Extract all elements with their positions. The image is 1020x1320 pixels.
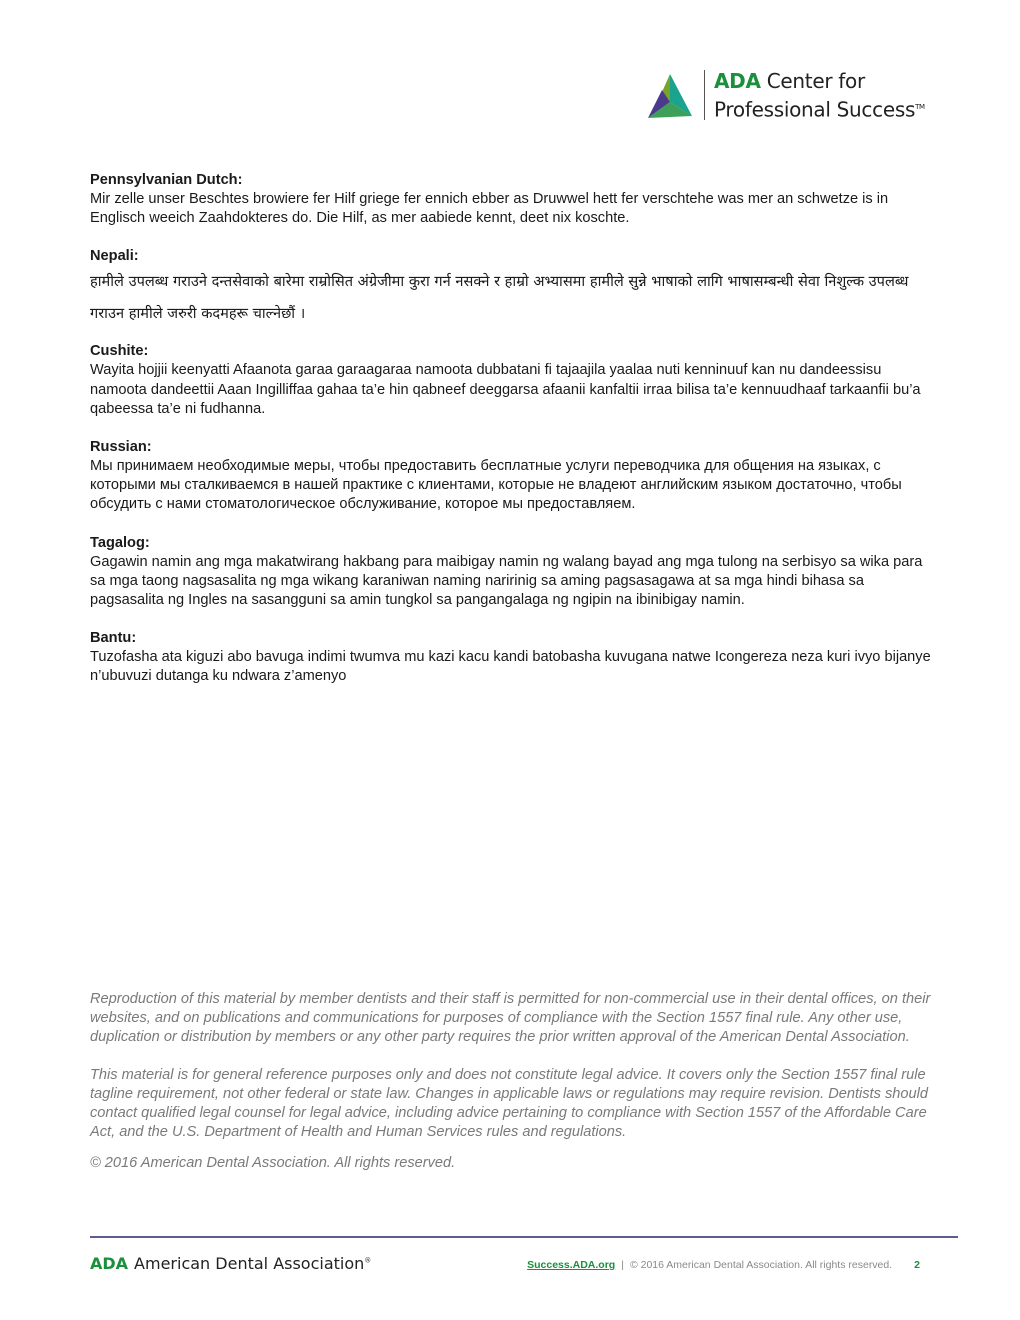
logo-trademark: TM [915,103,925,111]
section-heading: Pennsylvanian Dutch: [90,172,243,188]
ada-triangle-logo-icon [648,72,694,120]
logo-divider [704,70,705,120]
section-tagalog [90,534,940,611]
footer-registered-mark: ® [364,1256,372,1265]
disclaimer-reproduction: Reproduction of this material by member dentists and their staff is permitted for non-commercial use in their dental offices, on their websites, and on publications and communications for purposes of compliance with the Section 1557 final rule. Any other use, duplication or distribution by members or any other party requires the prior written approval of the American Dental Association. [90,991,931,1046]
logo-line1-text: Center for [766,69,865,93]
section-body: Tuzofasha ata kiguzi abo bavuga indimi twumva mu kazi kacu kandi batobasha kuvugana natwe Icongereza neza kuri ivyo bijanye n’ubuvuzi dutanga ku ndwara z’amenyo [90,649,931,685]
disclaimer-copyright: © 2016 American Dental Association. All rights reserved. [90,1155,456,1172]
logo-ada: ADA [714,69,761,93]
section-pennsylvanian-dutch [90,171,940,228]
section-body: हामीले उपलब्ध गराउने दन्तसेवाको बारेमा राम्रोसित अंग्रेजीमा कुरा गर्न नसक्ने र हाम्रो अभ्यासमा हामीले सुन्ने भाषाको लागि भाषासम्बन्धी सेवा निशुल्क उपलब्ध गराउन हामीले जरुरी कदमहरू चाल्नेछौं । [90,273,909,323]
footer-brand [90,1254,371,1273]
footer-divider [90,1236,958,1238]
section-nepali [90,247,940,330]
section-body: Gagawin namin ang mga makatwirang hakbang para maibigay namin ng walang bayad ang mga tulong na serbisyo sa wika para sa mga taong nagsasalita ng mga wikang karaniwan naming naririnig sa aming pagsasagawa at sa mga hindi bihasa sa pagsasalita ng Ingles na sasangguni sa amin tungkol sa pangangalaga ng ngipin na ibinibigay namin. [90,553,923,609]
footer-copyright: © 2016 American Dental Association. All rights reserved. [629,1259,893,1271]
disclaimer [90,990,940,1192]
footer-site-link[interactable]: Success.ADA.org [527,1259,616,1271]
section-heading: Tagalog: [90,534,150,551]
footer-brand-name: American Dental Association [134,1254,365,1273]
logo-line2-text: Professional Success [714,97,916,122]
footer-ada-logo: ADA [90,1254,129,1273]
section-bantu [90,629,940,686]
header-logo [648,68,948,124]
section-heading: Nepali: [90,248,139,265]
section-body: Wayita hojjii keenyatti Afaanota garaa garaagaraa namoota dubbatani fi tajaajila yaalaa nuti kenninuuf kan nu dandeessisu namoota dandeettii Aaan Ingilliffaa gahaa ta’e hin qabneef deeggarsa afaanii kanfaltii irraa bilisa ta’e kennuudhaaf tarkaanfii bu’a qabeessa ta’e ni fudhanna. [90,362,921,417]
tagline-sections [90,171,940,706]
section-body: Mir zelle unser Beschtes browiere fer Hilf griege fer ennich ebber as Druwwel hett fer verschtehe was mer an schwetze is in Englisch weeich Zaahdokteres do. Die Hilf, as mer aabiede kennt, deet nix koschte. [90,191,889,227]
disclaimer-legal: This material is for general reference purposes only and does not constitute legal advice. It covers only the Section 1557 final rule tagline requirement, not other federal or state law. Changes in applicable laws or regulations may require revision. Dentists should contact qualified legal counsel for legal advice, including advice pertaining to compliance with Section 1557 of the Affordable Care Act, and the U.S. Department of Health and Human Services rules and regulations. [90,1066,928,1141]
section-heading: Russian: [90,439,152,456]
section-cushite [90,342,940,419]
section-heading: Cushite: [90,343,149,360]
section-body: Мы принимаем необходимые меры, чтобы предоставить бесплатные услуги переводчика для общения на языках, с которыми мы сталкиваемся в нашей практике с клиентами, которые не владеют английским языком достаточно, чтобы обсудить с нами стоматологическое обслуживание, которое мы предоставляем. [90,458,902,513]
logo-wordmark [714,68,925,123]
section-russian [90,438,940,515]
footer-info [527,1259,920,1271]
section-heading: Bantu: [90,630,137,647]
footer-separator: | [621,1259,624,1271]
page-number: 2 [914,1259,920,1271]
